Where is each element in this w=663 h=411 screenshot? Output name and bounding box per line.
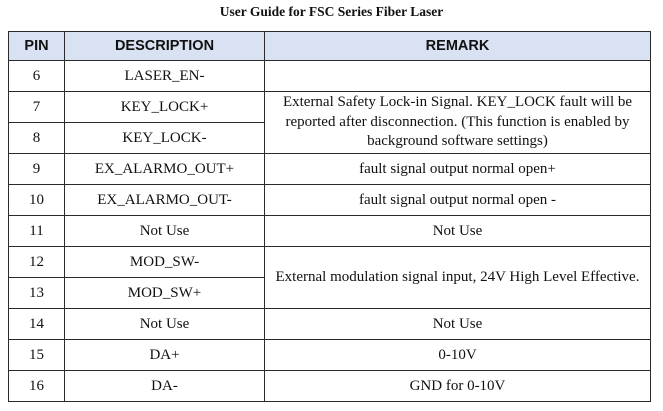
description-cell: MOD_SW- (65, 247, 265, 278)
pin-cell: 6 (9, 61, 65, 92)
table-row (9, 61, 651, 92)
pin-cell: 15 (9, 340, 65, 371)
description-cell: LASER_EN- (65, 61, 265, 92)
pin-cell: 8 (9, 123, 65, 154)
description-cell: DA+ (65, 340, 265, 371)
pin-cell: 16 (9, 371, 65, 402)
header-row (9, 32, 651, 61)
description-cell: Not Use (65, 309, 265, 340)
description-cell: DA- (65, 371, 265, 402)
header-pin: PIN (9, 32, 65, 61)
remark-cell: Not Use (265, 216, 651, 247)
pin-cell: 12 (9, 247, 65, 278)
header-description: DESCRIPTION (65, 32, 265, 61)
description-cell: KEY_LOCK+ (65, 92, 265, 123)
pin-cell: 7 (9, 92, 65, 123)
table-row (9, 340, 651, 371)
remark-cell (265, 61, 651, 92)
remark-cell: External Safety Lock-in Signal. KEY_LOCK fault will be reported after disconnection. (This function is enabled by background software settings) (265, 92, 651, 154)
pin-cell: 13 (9, 278, 65, 309)
table-row (9, 247, 651, 278)
description-cell: EX_ALARMO_OUT+ (65, 154, 265, 185)
description-cell: KEY_LOCK- (65, 123, 265, 154)
remark-cell: 0-10V (265, 340, 651, 371)
pin-cell: 10 (9, 185, 65, 216)
remark-cell: External modulation signal input, 24V High Level Effective. (265, 247, 651, 309)
table-row (9, 371, 651, 402)
description-cell: Not Use (65, 216, 265, 247)
table-row (9, 309, 651, 340)
remark-cell: GND for 0-10V (265, 371, 651, 402)
pin-cell: 9 (9, 154, 65, 185)
remark-cell: Not Use (265, 309, 651, 340)
description-cell: MOD_SW+ (65, 278, 265, 309)
pin-cell: 11 (9, 216, 65, 247)
table-row (9, 154, 651, 185)
pin-table (8, 31, 651, 402)
remark-cell: fault signal output normal open - (265, 185, 651, 216)
header-remark: REMARK (265, 32, 651, 61)
table-row (9, 185, 651, 216)
table-row (9, 92, 651, 123)
table-row (9, 216, 651, 247)
pin-cell: 14 (9, 309, 65, 340)
document-title: User Guide for FSC Series Fiber Laser (219, 4, 444, 19)
description-cell: EX_ALARMO_OUT- (65, 185, 265, 216)
remark-cell: fault signal output normal open+ (265, 154, 651, 185)
